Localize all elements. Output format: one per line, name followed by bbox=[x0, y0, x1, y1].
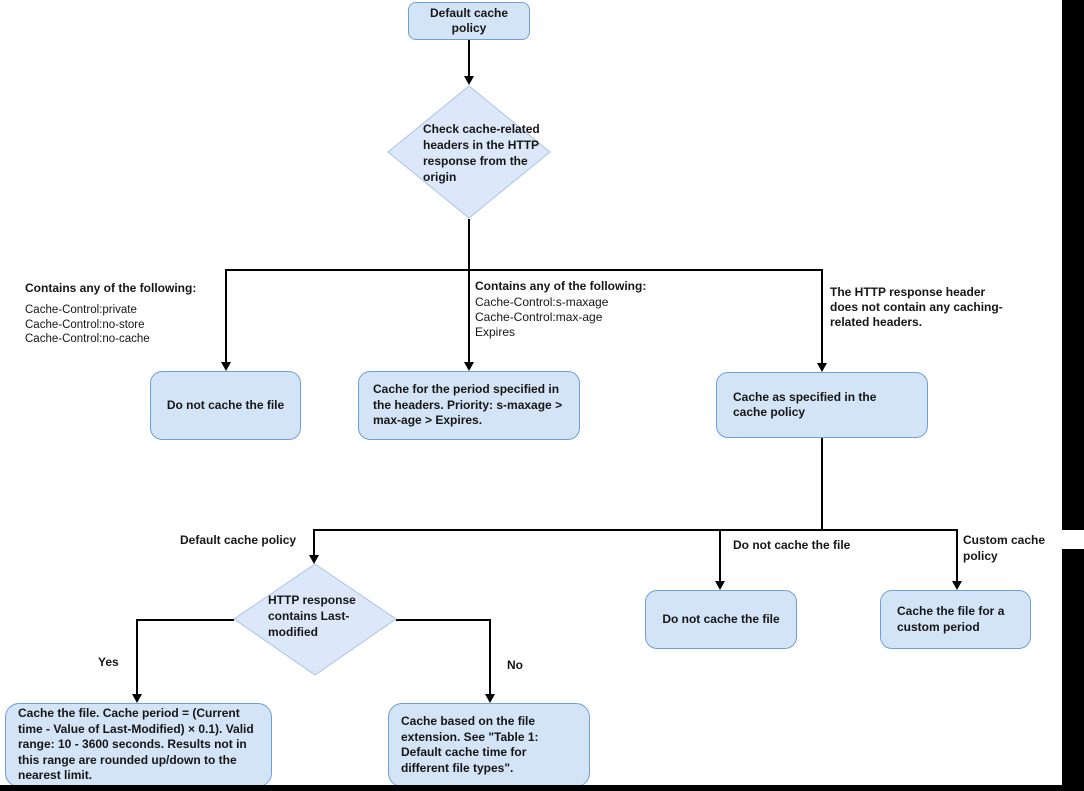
header-value: Cache-Control:private bbox=[25, 304, 137, 316]
connector-line bbox=[313, 529, 315, 556]
node-label: HTTP response contains Last-modified bbox=[268, 593, 356, 639]
node-cache-as-policy bbox=[716, 372, 928, 438]
connector-line bbox=[136, 619, 138, 695]
arrowhead bbox=[952, 581, 962, 590]
node-cache-custom-period bbox=[880, 590, 1031, 649]
node-label: Cache based on the file extension. See "Table 1: Default cache time for different file types". bbox=[401, 714, 539, 775]
arrowhead bbox=[132, 694, 142, 703]
connector-line bbox=[821, 269, 823, 364]
node-cache-period-headers bbox=[358, 371, 580, 440]
edge-label-no: No bbox=[507, 658, 523, 672]
edge-label-do-not-cache: Do not cache the file bbox=[733, 538, 851, 552]
header-value: Cache-Control:no-cache bbox=[25, 333, 150, 345]
header-value: Expires bbox=[475, 325, 516, 339]
connector-line bbox=[468, 40, 470, 78]
node-label: Cache the file for a custom period bbox=[897, 604, 1005, 634]
arrowhead bbox=[817, 363, 827, 372]
edge-label-left-items bbox=[25, 303, 150, 347]
arrowhead bbox=[715, 581, 725, 590]
arrowhead bbox=[221, 362, 231, 371]
node-do-not-cache-bottom bbox=[645, 590, 797, 649]
arrowhead bbox=[485, 694, 495, 703]
edge-label-default-cache-policy: Default cache policy bbox=[180, 533, 297, 547]
node-label: Cache the file. Cache period = (Current time - Value of Last-Modified) × 0.1). Valid range: 10 - 3600 seconds. Results not in this range are rounded up/down to the nearest limit. bbox=[18, 706, 254, 783]
edge-label-right-branch: The HTTP response header does not contain any caching-related headers. bbox=[830, 285, 1003, 329]
connector-line bbox=[225, 269, 227, 363]
edge-label-custom-cache-policy: Custom cache policy bbox=[963, 533, 1046, 563]
connector-line bbox=[821, 438, 823, 531]
node-default-cache-policy bbox=[408, 2, 530, 40]
node-label: Check cache-related headers in the HTTP response from the origin bbox=[423, 122, 540, 184]
connector-line bbox=[313, 529, 958, 531]
edge-label-left-header: Contains any of the following: bbox=[25, 281, 197, 295]
edge-label-middle-items bbox=[475, 295, 608, 340]
edge-label-yes: Yes bbox=[98, 655, 119, 669]
connector-line bbox=[719, 529, 721, 582]
node-label: Cache as specified in the cache policy bbox=[733, 389, 877, 419]
arrowhead bbox=[464, 362, 474, 371]
node-label: Do not cache the file bbox=[662, 611, 780, 626]
connector-line bbox=[489, 619, 491, 695]
node-check-headers-decision bbox=[387, 85, 551, 219]
header-value: Cache-Control:max-age bbox=[475, 310, 603, 324]
header-value: Cache-Control:no-store bbox=[25, 318, 145, 331]
connector-line bbox=[396, 619, 490, 621]
connector-line bbox=[468, 219, 470, 271]
node-cache-formula bbox=[5, 703, 272, 787]
node-label: Default cache policy bbox=[429, 5, 509, 35]
header-value: Cache-Control:s-maxage bbox=[475, 295, 609, 309]
right-edge-black-bar bbox=[1062, 0, 1084, 791]
connector-line bbox=[468, 269, 470, 363]
connector-line bbox=[226, 269, 823, 271]
node-last-modified-decision bbox=[233, 563, 397, 676]
node-label: Cache for the period specified in the headers. Priority: s-maxage > max-age > Expires. bbox=[373, 382, 563, 428]
bottom-edge-black-bar bbox=[0, 785, 1084, 791]
node-cache-by-extension bbox=[388, 703, 590, 787]
node-label: Do not cache the file bbox=[166, 397, 285, 412]
connector-line bbox=[137, 619, 234, 621]
arrowhead bbox=[464, 76, 474, 85]
node-do-not-cache-top bbox=[150, 371, 301, 440]
edge-label-middle-header: Contains any of the following: bbox=[475, 279, 647, 293]
